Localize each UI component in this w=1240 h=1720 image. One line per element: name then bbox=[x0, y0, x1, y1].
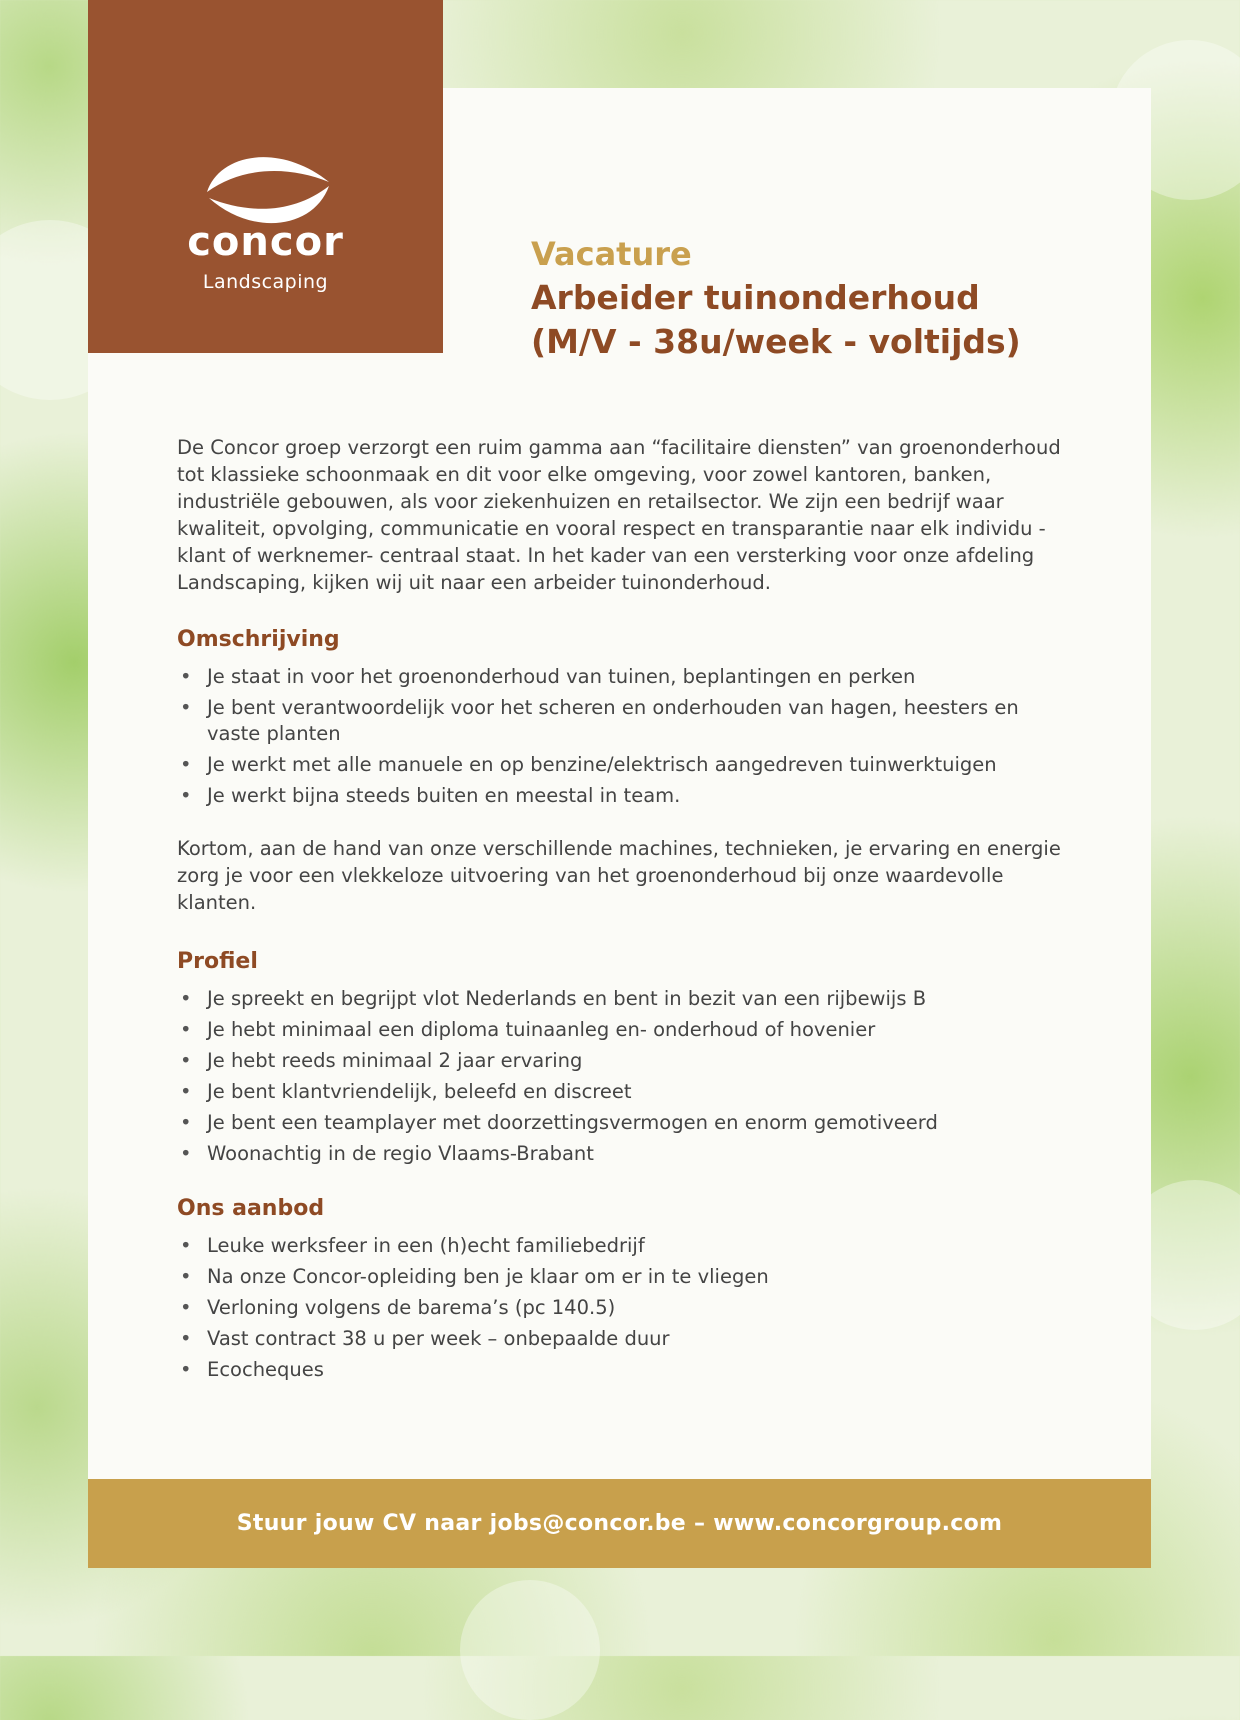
list-item: • Je bent verantwoordelijk voor het scheren en onderhouden van hagen, heesters en vaste planten bbox=[177, 695, 1077, 747]
list-item: • Leuke werksfeer in een (h)echt familiebedrijf bbox=[177, 1233, 1077, 1259]
list-item: • Na onze Concor-opleiding ben je klaar om er in te vliegen bbox=[177, 1264, 1077, 1290]
summary-paragraph: Kortom, aan de hand van onze verschillende machines, technieken, je ervaring en energie zorg je voor een vlekkeloze uitvoering van het groenonderhoud bij onze waardevolle klanten. bbox=[177, 837, 1061, 914]
list-item: • Verloning volgens de barema’s (pc 140.5) bbox=[177, 1295, 1077, 1321]
vacancy-kicker: Vacature bbox=[531, 235, 692, 273]
list-item: • Je bent klantvriendelijk, beleefd en discreet bbox=[177, 1079, 1077, 1105]
list-item: • Je spreekt en begrijpt vlot Nederlands en bent in bezit van een rijbewijs B bbox=[177, 986, 1077, 1012]
job-title-line-1: Arbeider tuinonderhoud bbox=[531, 278, 980, 317]
list-item: • Vast contract 38 u per week – onbepaalde duur bbox=[177, 1326, 1077, 1352]
footer-contact-text: Stuur jouw CV naar jobs@concor.be – www.concorgroup.com bbox=[236, 1511, 1003, 1536]
bullet-list bbox=[177, 1233, 1077, 1383]
list-item: • Je werkt met alle manuele en op benzine/elektrisch aangedreven tuinwerktuigen bbox=[177, 752, 1077, 778]
bullet-list bbox=[177, 986, 1077, 1167]
list-item: • Woonachtig in de regio Vlaams-Brabant bbox=[177, 1141, 1077, 1167]
section-ons-aanbod bbox=[177, 1195, 1077, 1383]
brand-logo-block bbox=[88, 0, 443, 353]
job-title-line-2: (M/V - 38u/week - voltijds) bbox=[531, 322, 1021, 361]
intro-paragraph: De Concor groep verzorgt een ruim gamma aan “facilitaire diensten” van groenonderhoud tot klassieke schoonmaak en dit voor elke omgeving, voor zowel kantoren, banken, industriële gebouwen, als voor ziekenhuizen en retailsector. We zijn een bedrijf waar kwaliteit, opvolging, communicatie en vooral respect en transparantie naar elk individu - klant of werknemer- centraal staat. In het kader van een versterking voor onze afdeling Landscaping, kijken wij uit naar een arbeider tuinonderhoud. bbox=[177, 436, 1061, 594]
list-item: • Je bent een teamplayer met doorzettingsvermogen en enorm gemotiveerd bbox=[177, 1110, 1077, 1136]
main-content bbox=[177, 434, 1077, 1388]
brand-tagline: Landscaping bbox=[202, 271, 329, 293]
title-block bbox=[531, 232, 1021, 364]
list-item: • Je werkt bijna steeds buiten en meestal in team. bbox=[177, 783, 1077, 809]
brand-name: concor bbox=[187, 219, 344, 265]
list-item: • Je staat in voor het groenonderhoud van tuinen, beplantingen en perken bbox=[177, 664, 1077, 690]
section-heading: Profiel bbox=[177, 949, 258, 974]
list-item: • Je hebt minimaal een diploma tuinaanleg en- onderhoud of hovenier bbox=[177, 1017, 1077, 1043]
section-heading: Ons aanbod bbox=[177, 1196, 325, 1221]
list-item: • Ecocheques bbox=[177, 1357, 1077, 1383]
bullet-list bbox=[177, 664, 1077, 809]
footer-bar bbox=[88, 1479, 1151, 1568]
concor-swirl-icon bbox=[201, 148, 335, 228]
section-heading: Omschrijving bbox=[177, 627, 340, 652]
section-omschrijving bbox=[177, 626, 1077, 809]
background-bokeh bbox=[460, 1580, 600, 1720]
section-profiel bbox=[177, 948, 1077, 1167]
list-item: • Je hebt reeds minimaal 2 jaar ervaring bbox=[177, 1048, 1077, 1074]
